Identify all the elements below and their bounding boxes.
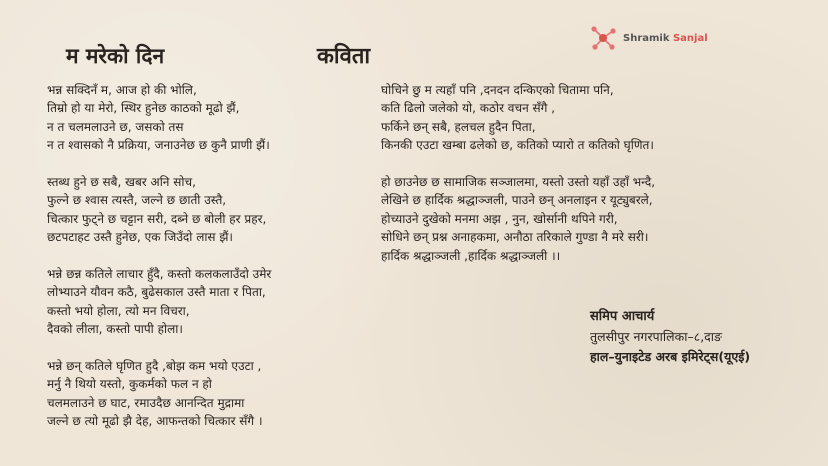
poem-column-left <box>47 81 271 449</box>
poem-line: मर्नु नै थियो यस्तो, कुकर्मको फल न हो <box>47 377 212 392</box>
poem-line: लोभ्याउने यौवन कठै, बुढेसकाल उस्तै माता र पिता, <box>47 285 266 300</box>
poem-line: न त चलमलाउने छ, जसको तस <box>47 119 184 134</box>
poem-line: चित्कार फुट्ने छ चट्टान सरी, दब्ने छ बोली हर प्रहर, <box>47 211 267 226</box>
poem-line: स्तब्ध हुने छ सबै, खबर अनि सोच, <box>47 175 196 190</box>
poem-line: जल्ने छ त्यो मूढो झै देह, आफन्तको चित्कार सँगै । <box>47 414 263 429</box>
logo-brand-first: Shramik <box>623 32 670 44</box>
poem-line: तिम्रो हो या मेरो, स्थिर हुनेछ काठको मूढो झैं, <box>47 101 240 116</box>
poem-stanza <box>381 81 655 155</box>
logo-text <box>623 33 708 44</box>
poem-column-right <box>381 81 655 283</box>
poem-line: सोधिने छन् प्रश्न अनाहकमा, अनौठा तरिकाले गुण्डा नै मरे सरी। <box>381 230 649 245</box>
poem-line: न त श्वासको नै प्रक्रिया, जनाउनेछ छ कुनै प्राणी झैं। <box>47 138 270 153</box>
poem-stanza <box>381 173 655 265</box>
poem-line: होच्याउने दुखेको मनमा अझ , नुन, खोर्सानी थपिने गरी, <box>381 211 618 226</box>
poem-line: भन्ने छन् कतिले घृणित हुदै ,बोझ कम भयो एउटा , <box>47 359 262 374</box>
poem-line: हो छाउनेछ छ सामाजिक सञ्जालमा, यस्तो उस्तो यहाँ उहाँ भन्दै, <box>381 175 656 190</box>
poem-stanza <box>47 81 271 155</box>
author-block <box>590 307 750 367</box>
shramik-sanjal-logo[interactable] <box>588 23 708 53</box>
network-nodes-icon <box>588 23 618 53</box>
poem-line: कस्तो भयो होला, त्यो मन विचरा, <box>47 303 190 318</box>
poem-line: हार्दिक श्रद्धाञ्जली ,हार्दिक श्रद्धाञ्जली ।। <box>381 248 561 263</box>
category-heading: कविता <box>317 44 371 69</box>
poem-title: म मरेको दिन <box>66 44 165 68</box>
author-name: समिप आचार्य <box>590 309 655 324</box>
poem-line: लेखिने छ हार्दिक श्रद्धाञ्जली, पाउने छन् अनलाइन र यूट्युबरले, <box>381 193 653 208</box>
poem-line: किनकी एउटा खम्बा ढलेको छ, कतिको प्यारो त कतिको घृणित। <box>381 138 654 153</box>
poem-line: चलमलाउने छ घाट, रमाउदैछ आनन्दित मुद्रामा <box>47 395 245 410</box>
logo-brand-second: Sanjal <box>672 32 708 44</box>
poem-line: छटपटाहट उस्तै हुनेछ, एक जिउँदो लास झैं। <box>47 230 233 245</box>
poem-stanza <box>47 357 271 431</box>
author-location: हाल–युनाइटेड अरब इमिरेट्स(यूएई) <box>590 349 751 364</box>
poem-line: फर्किने छन् सबै, हलचल हुदैन पिता, <box>381 119 536 134</box>
poem-line: कति ढिलो जलेको यो, कठोर वचन सँगै , <box>381 101 556 116</box>
author-address: तुलसीपुर नगरपालिका–८,दाङ <box>590 329 723 344</box>
poem-line: फुल्ने छ श्वास त्यस्तै, जल्ने छ छाती उस्तै, <box>47 193 227 208</box>
poem-line: घोचिने छु म त्यहाँ पनि ,दनदन दन्किएको चितामा पनि, <box>381 83 614 97</box>
poem-stanza <box>47 173 271 247</box>
poem-line: भन्न सक्दिनँ म, आज हो की भोलि, <box>47 83 197 97</box>
poem-line: भन्ने छन्न कतिले लाचार हुँदै, कस्तो कलकलाउँदो उमेर <box>47 267 272 282</box>
poem-line: दैवको लीला, कस्तो पापी होला। <box>47 322 183 337</box>
poem-stanza <box>47 265 271 339</box>
